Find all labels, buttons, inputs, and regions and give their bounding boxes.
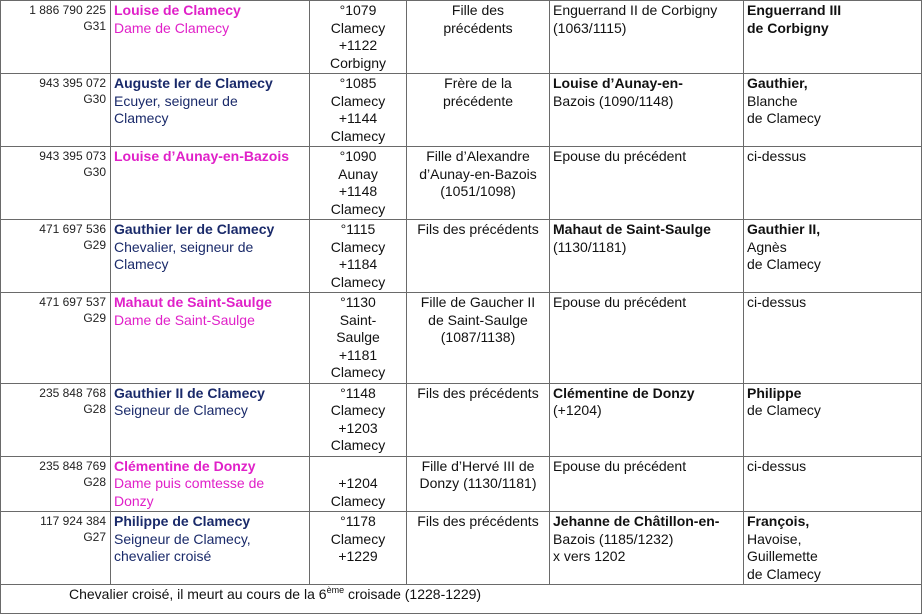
person-name: Louise de Clamecy xyxy=(114,2,241,18)
date-line: °1130 xyxy=(340,294,376,310)
filiation-cell xyxy=(407,293,550,384)
filiation-cell xyxy=(407,147,550,220)
children-cell xyxy=(744,220,922,293)
date-line: Saint- xyxy=(339,311,377,328)
sosa-cell xyxy=(1,383,111,456)
filiation-line: Frère de la xyxy=(444,75,512,91)
person-title: chevalier croisé xyxy=(114,548,212,564)
filiation-cell xyxy=(407,456,550,512)
person-name: Mahaut de Saint-Saulge xyxy=(114,294,272,310)
generation-label: G27 xyxy=(83,530,106,544)
sosa-cell xyxy=(1,512,111,585)
table-row xyxy=(1,293,922,384)
person-cell xyxy=(111,147,310,220)
dates-cell xyxy=(310,74,407,147)
sosa-cell xyxy=(1,147,111,220)
person-title: Ecuyer, seigneur de xyxy=(114,92,238,109)
spouse-detail: (+1204) xyxy=(553,402,602,418)
dates-cell xyxy=(310,383,407,456)
sosa-number: 235 848 769 xyxy=(39,458,106,473)
date-line: °1178 xyxy=(340,513,376,529)
date-line: +1122 xyxy=(338,37,378,53)
child-detail: ci-dessus xyxy=(747,148,807,164)
filiation-line: Fils des précédents xyxy=(417,221,539,237)
child-detail: de Clamecy xyxy=(747,565,821,582)
spouse-cell xyxy=(550,147,744,220)
person-cell xyxy=(111,456,310,512)
filiation-line: de Saint-Saulge xyxy=(428,311,528,328)
child-detail: Blanche xyxy=(747,92,798,109)
date-line: +1203 xyxy=(338,419,378,436)
date-line: Saulge xyxy=(336,329,380,345)
child-detail: Havoise, xyxy=(747,530,802,547)
person-title: Clamecy xyxy=(114,256,169,272)
children-cell xyxy=(744,383,922,456)
person-cell xyxy=(111,74,310,147)
child-name: François, xyxy=(747,513,810,529)
person-title: Dame puis comtesse de xyxy=(114,475,265,491)
spouse-detail: Epouse du précédent xyxy=(553,294,687,310)
person-name: Auguste Ier de Clamecy xyxy=(114,75,273,91)
person-cell xyxy=(111,293,310,384)
person-title: Seigneur de Clamecy xyxy=(114,402,248,418)
generation-label: G31 xyxy=(83,19,106,33)
table-row xyxy=(1,147,922,220)
note-row xyxy=(1,585,922,614)
dates-cell xyxy=(310,456,407,512)
filiation-cell xyxy=(407,74,550,147)
filiation-line: Fils des précédents xyxy=(417,384,539,401)
date-line: Aunay xyxy=(338,165,378,182)
filiation-cell xyxy=(407,383,550,456)
dates-cell xyxy=(310,1,407,74)
date-line: +1229 xyxy=(338,548,378,564)
filiation-cell xyxy=(407,220,550,293)
children-cell xyxy=(744,74,922,147)
date-line: Clamecy xyxy=(330,402,386,418)
date-line: Clamecy xyxy=(330,92,386,109)
spouse-cell xyxy=(550,293,744,384)
date-line: °1090 xyxy=(339,148,377,164)
filiation-cell xyxy=(407,1,550,74)
sosa-cell xyxy=(1,293,111,384)
date-line: Clamecy xyxy=(330,364,386,380)
date-line: +1144 xyxy=(338,110,378,126)
sosa-cell xyxy=(1,220,111,293)
filiation-line: d’Aunay-en-Bazois xyxy=(419,165,537,182)
date-line: °1148 xyxy=(340,384,376,401)
child-detail: Agnès xyxy=(747,238,787,255)
sosa-number: 471 697 537 xyxy=(39,295,106,309)
spouse-cell xyxy=(550,1,744,74)
spouse-cell xyxy=(550,220,744,293)
person-cell xyxy=(111,512,310,585)
person-name: Clémentine de Donzy xyxy=(114,457,256,474)
filiation-line: Donzy (1130/1181) xyxy=(419,475,537,491)
dates-cell xyxy=(310,220,407,293)
generation-label: G28 xyxy=(83,401,106,416)
spouse-detail: Bazois (1185/1232) xyxy=(553,530,674,547)
filiation-line: précédents xyxy=(443,19,513,36)
sosa-number: 943 395 073 xyxy=(39,149,106,163)
generation-label: G29 xyxy=(83,238,106,252)
note-superscript: ème xyxy=(326,585,345,595)
child-name: Gauthier II, xyxy=(747,221,821,237)
person-title: Chevalier, seigneur de xyxy=(114,238,254,255)
date-line: Clamecy xyxy=(330,273,386,290)
filiation-line: Fille des xyxy=(451,2,505,18)
genealogy-table-body xyxy=(1,1,922,585)
person-name: Philippe de Clamecy xyxy=(114,513,251,529)
table-row xyxy=(1,456,922,512)
children-cell xyxy=(744,512,922,585)
date-line: +1148 xyxy=(338,183,378,199)
child-detail: de Clamecy xyxy=(747,110,821,126)
date-line: Clamecy xyxy=(330,127,386,144)
date-line: °1115 xyxy=(340,221,376,237)
note-before: Chevalier croisé, il meurt au cours de la 6 xyxy=(69,586,327,602)
person-cell xyxy=(111,220,310,293)
generation-label: G28 xyxy=(83,474,106,489)
dates-cell xyxy=(310,293,407,384)
spouse-detail: Epouse du précédent xyxy=(553,148,687,164)
child-detail: ci-dessus xyxy=(747,294,807,310)
sosa-number: 943 395 072 xyxy=(39,76,106,90)
date-line: +1181 xyxy=(338,346,378,363)
children-cell xyxy=(744,456,922,512)
date-line: Corbigny xyxy=(329,54,387,71)
children-cell xyxy=(744,1,922,74)
table-row xyxy=(1,383,922,456)
filiation-cell xyxy=(407,512,550,585)
child-detail: de Clamecy xyxy=(747,256,821,272)
table-row xyxy=(1,512,922,585)
filiation-line: (1051/1098) xyxy=(440,183,516,199)
filiation-line: Fils des précédents xyxy=(417,513,539,529)
date-line: +1184 xyxy=(338,256,378,272)
spouse-name: Clémentine de Donzy xyxy=(553,384,695,401)
spouse-name: Jehanne de Châtillon-en- xyxy=(553,513,720,529)
sosa-number: 117 924 384 xyxy=(40,514,106,528)
date-line: Clamecy xyxy=(330,492,386,509)
generation-label: G30 xyxy=(83,92,106,106)
table-row xyxy=(1,1,922,74)
spouse-detail: Epouse du précédent xyxy=(553,457,687,474)
child-detail: Guillemette xyxy=(747,548,818,564)
children-cell xyxy=(744,293,922,384)
spouse-detail: x vers 1202 xyxy=(553,548,626,564)
person-name: Louise d’Aunay-en-Bazois xyxy=(114,148,290,164)
spouse-cell xyxy=(550,74,744,147)
sosa-cell xyxy=(1,74,111,147)
person-title: Clamecy xyxy=(114,110,169,126)
dates-cell xyxy=(310,512,407,585)
sosa-number: 471 697 536 xyxy=(39,222,106,236)
spouse-detail: Enguerrand II de Corbigny xyxy=(553,2,718,18)
generation-label: G29 xyxy=(83,311,106,325)
spouse-cell xyxy=(550,456,744,512)
spouse-name: Louise d’Aunay-en- xyxy=(553,75,683,91)
sosa-cell xyxy=(1,1,111,74)
dates-cell xyxy=(310,147,407,220)
filiation-line: Fille d’Hervé III de xyxy=(421,457,535,474)
child-name: Philippe xyxy=(747,384,802,401)
date-line: Clamecy xyxy=(330,530,386,547)
child-name: Gauthier, xyxy=(747,75,808,91)
children-cell xyxy=(744,147,922,220)
child-detail: ci-dessus xyxy=(747,457,807,474)
sosa-number: 1 886 790 225 xyxy=(29,3,106,17)
table-row xyxy=(1,220,922,293)
child-detail: de Clamecy xyxy=(747,402,821,418)
spouse-detail: (1130/1181) xyxy=(553,238,627,255)
spouse-name: Mahaut de Saint-Saulge xyxy=(553,221,711,237)
spouse-cell xyxy=(550,383,744,456)
child-name: de Corbigny xyxy=(747,19,829,36)
filiation-line: Fille d’Alexandre xyxy=(426,148,530,164)
sosa-cell xyxy=(1,456,111,512)
person-cell xyxy=(111,1,310,74)
person-title: Dame de Clamecy xyxy=(114,19,230,36)
crusade-note xyxy=(1,585,922,614)
filiation-line: Fille de Gaucher II xyxy=(420,294,536,310)
date-line: °1085 xyxy=(339,75,377,91)
generation-label: G30 xyxy=(83,165,106,179)
date-line: Clamecy xyxy=(330,437,386,453)
filiation-line: (1087/1138) xyxy=(440,329,516,345)
child-name: Enguerrand III xyxy=(747,2,842,18)
spouse-detail: (1063/1115) xyxy=(553,19,627,36)
date-line: Clamecy xyxy=(330,19,386,36)
spouse-cell xyxy=(550,512,744,585)
date-line: Clamecy xyxy=(330,238,386,255)
person-title: Dame de Saint-Saulge xyxy=(114,311,255,328)
sosa-number: 235 848 768 xyxy=(39,385,106,400)
person-title: Seigneur de Clamecy, xyxy=(114,530,251,547)
person-name: Gauthier II de Clamecy xyxy=(114,384,265,401)
person-title: Donzy xyxy=(114,492,154,509)
date-line xyxy=(313,458,403,476)
table-row xyxy=(1,74,922,147)
date-line: +1204 xyxy=(338,475,378,491)
person-cell xyxy=(111,383,310,456)
person-name: Gauthier Ier de Clamecy xyxy=(114,221,275,237)
date-line: °1079 xyxy=(339,2,377,18)
note-after: croisade (1228-1229) xyxy=(344,586,482,602)
spouse-detail: Bazois (1090/1148) xyxy=(553,92,674,109)
filiation-line: précédente xyxy=(442,92,514,109)
date-line: Clamecy xyxy=(330,200,386,217)
